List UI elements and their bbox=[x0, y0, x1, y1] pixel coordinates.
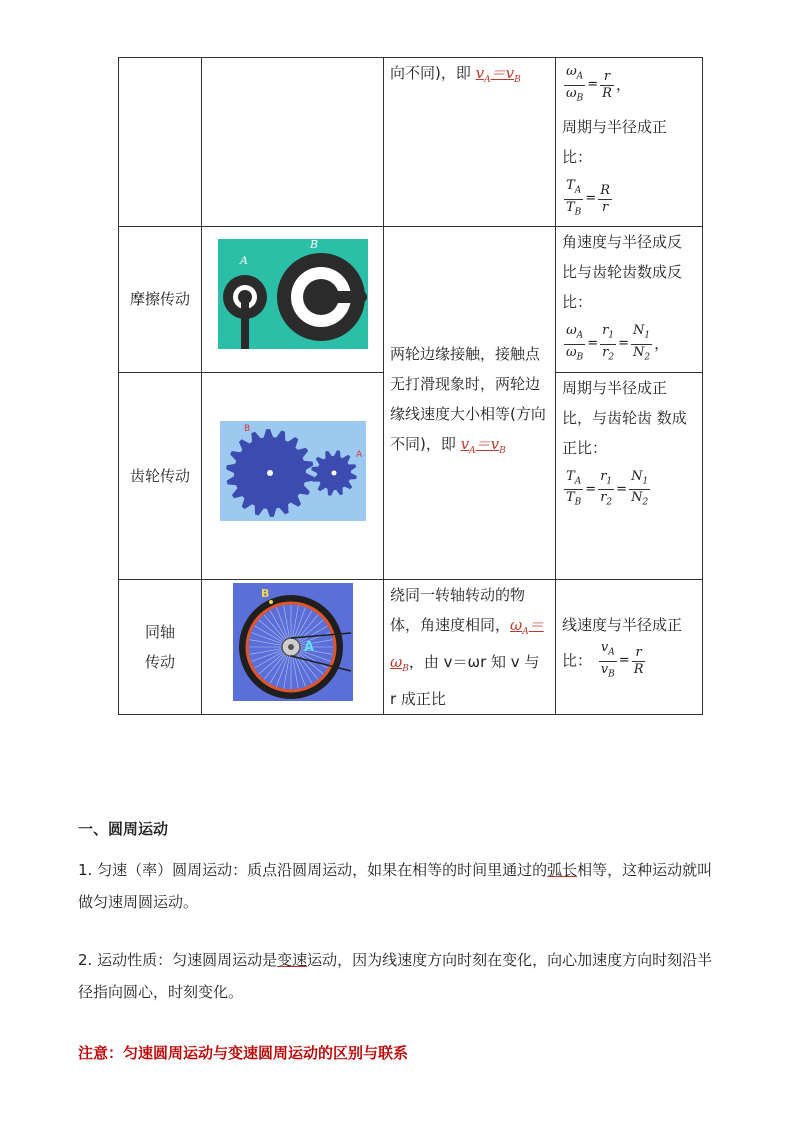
omega-ratio-formula: $\frac{\omega_A}{\omega_B}$ = $\frac{r}{R}$ ， bbox=[566, 64, 631, 104]
coaxial-label-line2: 传动 bbox=[144, 652, 175, 671]
row0-relation: 周期与半径成正比： bbox=[562, 118, 668, 167]
p1-text-b: 相等，这种运动就叫做匀速周圆运动。 bbox=[78, 861, 713, 911]
omega-gear-formula: $\frac{\omega_A}{\omega_B}$ = $\frac{r_1}{r_2}$ = $\frac{N_1}{N_2}$ ， bbox=[566, 323, 670, 363]
table-cell bbox=[384, 58, 556, 227]
coaxial-label-a: A bbox=[303, 639, 314, 655]
transmission-table bbox=[118, 57, 703, 715]
p1-text-a: 1. 匀速（率）圆周运动：质点沿圆周运动，如果在相等的时间里通过的 bbox=[78, 861, 548, 879]
shared-desc: 两轮边缘接触，接触点无打滑现象时，两轮边缘线速度大小相等(方向不同)，即 bbox=[390, 345, 546, 454]
axle bbox=[288, 644, 294, 650]
coaxial-label-line1: 同轴 bbox=[144, 622, 175, 641]
table-cell bbox=[556, 372, 703, 579]
p2-underlined: 变速 bbox=[277, 951, 308, 969]
table-row bbox=[119, 58, 703, 227]
gear-label: 齿轮传动 bbox=[119, 372, 202, 579]
coaxial-desc-2: ，由 v＝ωr 知 v 与 r 成正比 bbox=[390, 652, 540, 708]
friction-label: 摩擦传动 bbox=[119, 227, 202, 372]
period-gear-formula: $\frac{T_A}{T_B}$ = $\frac{r_1}{r_2}$ = $\frac{N_1}{N_2}$ bbox=[566, 468, 649, 508]
row0-formula: $v_A=v_B$ bbox=[475, 64, 521, 85]
coaxial-relation: 线速度与半径成正比： bbox=[562, 616, 683, 671]
paragraph-uniform-circular-motion bbox=[78, 854, 718, 918]
table-cell bbox=[202, 227, 384, 372]
gear-label-b: B bbox=[243, 423, 250, 434]
table-row bbox=[119, 579, 703, 714]
table-cell bbox=[119, 58, 202, 227]
shared-desc-cell bbox=[384, 227, 556, 579]
coaxial-label-b: B bbox=[260, 586, 269, 600]
p2-text-b: 运动，因为线速度方向时刻在变化，向心加速度方向时刻沿半径指向圆心，时刻变化。 bbox=[78, 951, 713, 1001]
large-gear-center bbox=[267, 470, 273, 476]
table-cell bbox=[202, 579, 384, 714]
small-gear-center bbox=[331, 470, 336, 475]
section-heading: 一、圆周运动 bbox=[78, 820, 169, 838]
gear-drive-image bbox=[220, 421, 366, 521]
paragraph-motion-nature bbox=[78, 944, 718, 1008]
small-wheel-stand bbox=[241, 297, 249, 349]
p2-text-a: 2. 运动性质：匀速圆周运动是 bbox=[78, 951, 278, 969]
friction-relation: 角速度与半径成反比与齿轮齿数成反比： bbox=[562, 233, 683, 312]
coaxial-formula: $\omega_A=\omega_B$ bbox=[390, 615, 544, 674]
table-cell bbox=[556, 227, 703, 372]
period-ratio-formula: $\frac{T_A}{T_B}$ = $\frac{R}{r}$ bbox=[566, 178, 610, 218]
shared-desc-formula: $v_A=v_B$ bbox=[460, 435, 506, 457]
table-cell bbox=[202, 58, 384, 227]
table-cell bbox=[556, 58, 703, 227]
row0-desc: 向不同)，即 bbox=[390, 64, 476, 82]
gear-relation: 周期与半径成正比，与齿轮齿 数成正比： bbox=[562, 378, 687, 457]
table-cell: 线速度与半径成正比： $\frac{v_A}{v_B}$ = $\frac{r}{R}$ bbox=[556, 579, 703, 714]
coaxial-desc-1: 绕同一转轴转动的物体，角速度相同， bbox=[390, 585, 526, 634]
note-heading: 注意：匀速圆周运动与变速圆周运动的区别与联系 bbox=[78, 1044, 409, 1062]
table-row bbox=[119, 227, 703, 372]
gear-label-a: A bbox=[355, 449, 362, 460]
friction-drive-image bbox=[218, 239, 368, 349]
point-b bbox=[269, 600, 273, 604]
arm-pivot bbox=[355, 291, 367, 303]
coaxial-label bbox=[119, 579, 202, 714]
velocity-ratio-formula: $\frac{v_A}{v_B}$ bbox=[600, 640, 615, 680]
friction-label-b: B bbox=[309, 239, 318, 252]
table-cell bbox=[202, 372, 384, 579]
p1-underlined: 弧长 bbox=[547, 861, 578, 879]
coaxial-drive-image bbox=[233, 583, 353, 701]
table-cell bbox=[384, 579, 556, 714]
friction-label-a: A bbox=[239, 254, 248, 268]
